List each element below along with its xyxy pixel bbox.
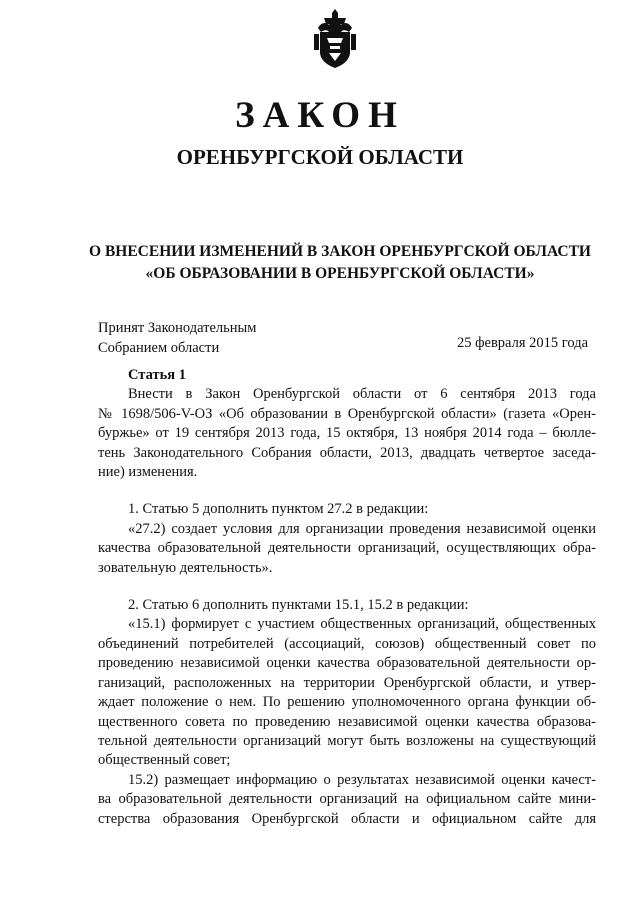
law-heading xyxy=(40,241,640,285)
adoption-date: 25 февраля 2015 года xyxy=(457,335,589,351)
paragraph-line: стерства образования Оренбургской области и официальном сайте для xyxy=(98,810,596,827)
adoption-block xyxy=(98,318,256,358)
law-heading-line: О ВНЕСЕНИИ ИЗМЕНЕНИЙ В ЗАКОН ОРЕНБУРГСКОЙ ОБЛАСТИ xyxy=(89,243,591,260)
paragraph-line: качества образовательной деятельности организаций, осуществляющих обра- xyxy=(98,540,596,557)
paragraph-line: зовательную деятельность». xyxy=(98,559,273,576)
paragraph-line: ние) изменения. xyxy=(98,464,198,481)
paragraph-line: объединений потребителей (ассоциаций, союзов) общественный совет по xyxy=(98,635,596,652)
paragraph-line: Внести в Закон Оренбургской области от 6 сентября 2013 года xyxy=(128,386,596,403)
paragraph-line: ждает положение о нем. По решению уполномоченного органа функции об- xyxy=(98,694,596,711)
document-body xyxy=(98,366,596,829)
document-title: ЗАКОН xyxy=(235,95,405,136)
item-lead: 1. Статью 5 дополнить пунктом 27.2 в редакции: xyxy=(128,501,429,518)
paragraph-line: тень Законодательного Собрания области, 2013, двадцать четвертое заседа- xyxy=(98,444,596,461)
law-heading-line: «ОБ ОБРАЗОВАНИИ В ОРЕНБУРГСКОЙ ОБЛАСТИ» xyxy=(145,265,535,282)
paragraph-line: буржье» от 19 сентября 2013 года, 15 октября, 13 ноября 2014 года – бюлле- xyxy=(98,425,596,442)
paragraph-line: ва образовательной деятельности организаций на официальном сайте мини- xyxy=(98,791,596,808)
adoption-line: Собранием области xyxy=(98,340,220,356)
item-lead: 2. Статью 6 дополнить пунктами 15.1, 15.2 в редакции: xyxy=(128,597,469,614)
paragraph-line: тельной деятельности организаций могут быть возложены на существующий xyxy=(98,732,596,749)
adoption-line: Принят Законодательным xyxy=(98,320,257,336)
paragraph-line: проведению независимой оценки качества образовательной деятельности ор- xyxy=(98,655,596,672)
paragraph-line: 15.2) размещает информацию о результатах независимой оценки качест- xyxy=(128,771,596,788)
paragraph-line: ганизаций, расположенных на территории Оренбургской области, и утвер- xyxy=(98,674,596,691)
coat-of-arms-emblem xyxy=(312,8,358,70)
paragraph-line: щественного совета по проведению независимой оценки качества образова- xyxy=(98,713,596,730)
paragraph-line: общественный совет; xyxy=(98,752,231,769)
paragraph-line: «15.1) формирует с участием общественных организаций, общественных xyxy=(128,616,596,633)
document-subtitle: ОРЕНБУРГСКОЙ ОБЛАСТИ xyxy=(176,145,464,169)
paragraph-line: № 1698/506-V-ОЗ «Об образовании в Оренбургской области» (газета «Орен- xyxy=(98,405,596,422)
paragraph-line: «27.2) создает условия для организации проведения независимой оценки xyxy=(128,520,596,537)
article-title: Статья 1 xyxy=(128,367,186,383)
